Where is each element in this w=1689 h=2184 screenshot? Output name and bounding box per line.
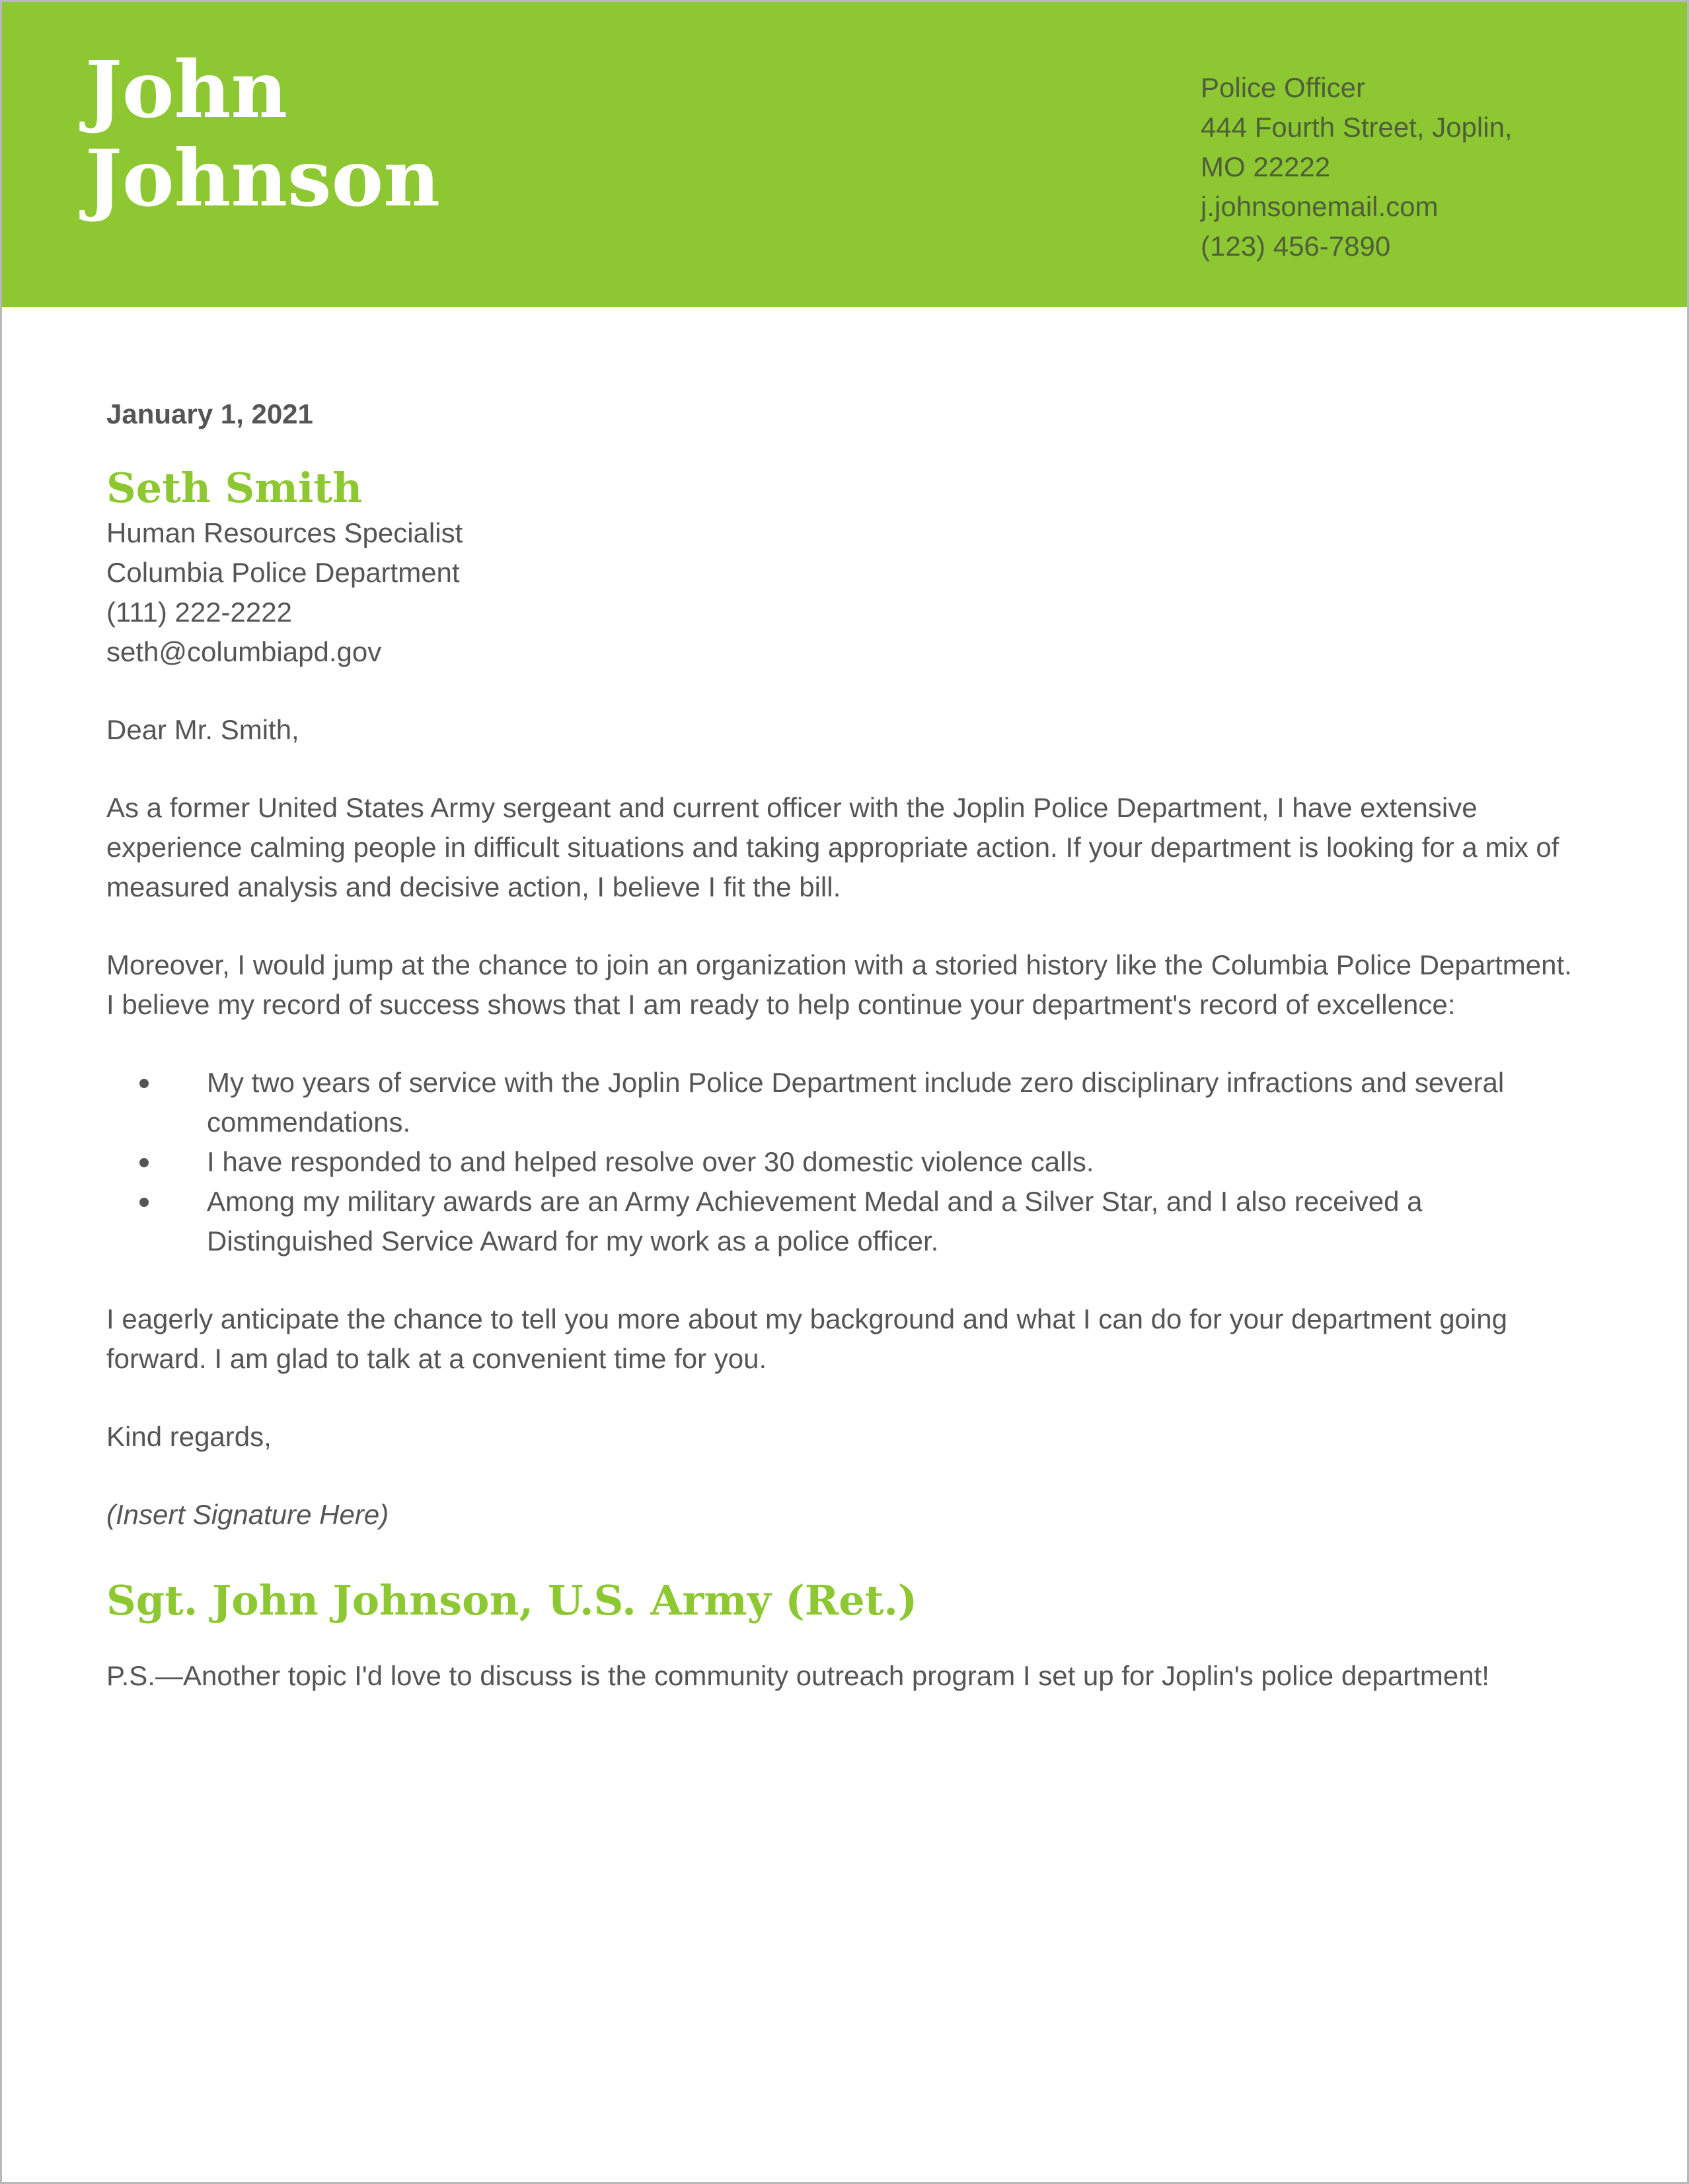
postscript: P.S.—Another topic I'd love to discuss is the community outreach program I set up for Joplin's police department! [106,1660,1489,1691]
paragraph-intro: As a former United States Army sergeant and current officer with the Joplin Police Department, I have extensive experience calming people in difficult situations and taking appropriate action. If your department is looking for a mix of measured analysis and decisive action, I believe I fit the bill. [106,792,1559,902]
recipient-block [106,513,1587,672]
complimentary-close: Kind regards, [106,1421,272,1452]
sender-address-line1: 444 Fourth Street, Joplin, [1201,112,1513,143]
sender-address-line2: MO 22222 [1201,151,1331,182]
recipient-email[interactable]: seth@columbiapd.gov [106,636,382,667]
bullet-icon [139,1079,149,1088]
sender-name [85,46,440,223]
paragraph-motivation: Moreover, I would jump at the chance to join an organization with a storied history like the Columbia Police Department. I believe my record of success shows that I am ready to help continue your department's record of excellence: [106,949,1572,1020]
recipient-name: Seth Smith [106,464,363,512]
list-item [106,1063,1595,1142]
sender-email[interactable]: j.johnsonemail.com [1201,191,1439,222]
sender-phone: (123) 456-7890 [1201,231,1391,262]
recipient-organization: Columbia Police Department [106,557,460,588]
list-item-text: Among my military awards are an Army Achievement Medal and a Silver Star, and I also received a Distinguished Service Award for my work as a police officer. [207,1186,1423,1256]
bullet-icon [139,1158,149,1167]
header-banner [2,2,1689,307]
recipient-title: Human Resources Specialist [106,517,463,548]
sender-contact-block [1201,68,1513,266]
signature-placeholder: (Insert Signature Here) [106,1499,389,1530]
signature-name: Sgt. John Johnson, U.S. Army (Ret.) [106,1576,918,1624]
list-item-text: I have responded to and helped resolve over 30 domestic violence calls. [207,1146,1094,1177]
letter-body [106,394,1587,1696]
recipient-phone: (111) 222-2222 [106,597,292,628]
list-item-text: My two years of service with the Joplin Police Department include zero disciplinary infractions and several commendations. [207,1067,1505,1138]
letter-date: January 1, 2021 [106,398,313,429]
achievement-list [106,1063,1587,1261]
list-item [106,1142,1595,1182]
list-item [106,1182,1595,1261]
bullet-icon [139,1198,149,1207]
sender-job-title: Police Officer [1201,72,1365,103]
sender-first-name: John [85,44,288,135]
salutation: Dear Mr. Smith, [106,714,299,745]
sender-last-name: Johnson [85,132,441,224]
paragraph-closing: I eagerly anticipate the chance to tell you more about my background and what I can do for your department going forward. I am glad to talk at a convenient time for you. [106,1303,1507,1374]
